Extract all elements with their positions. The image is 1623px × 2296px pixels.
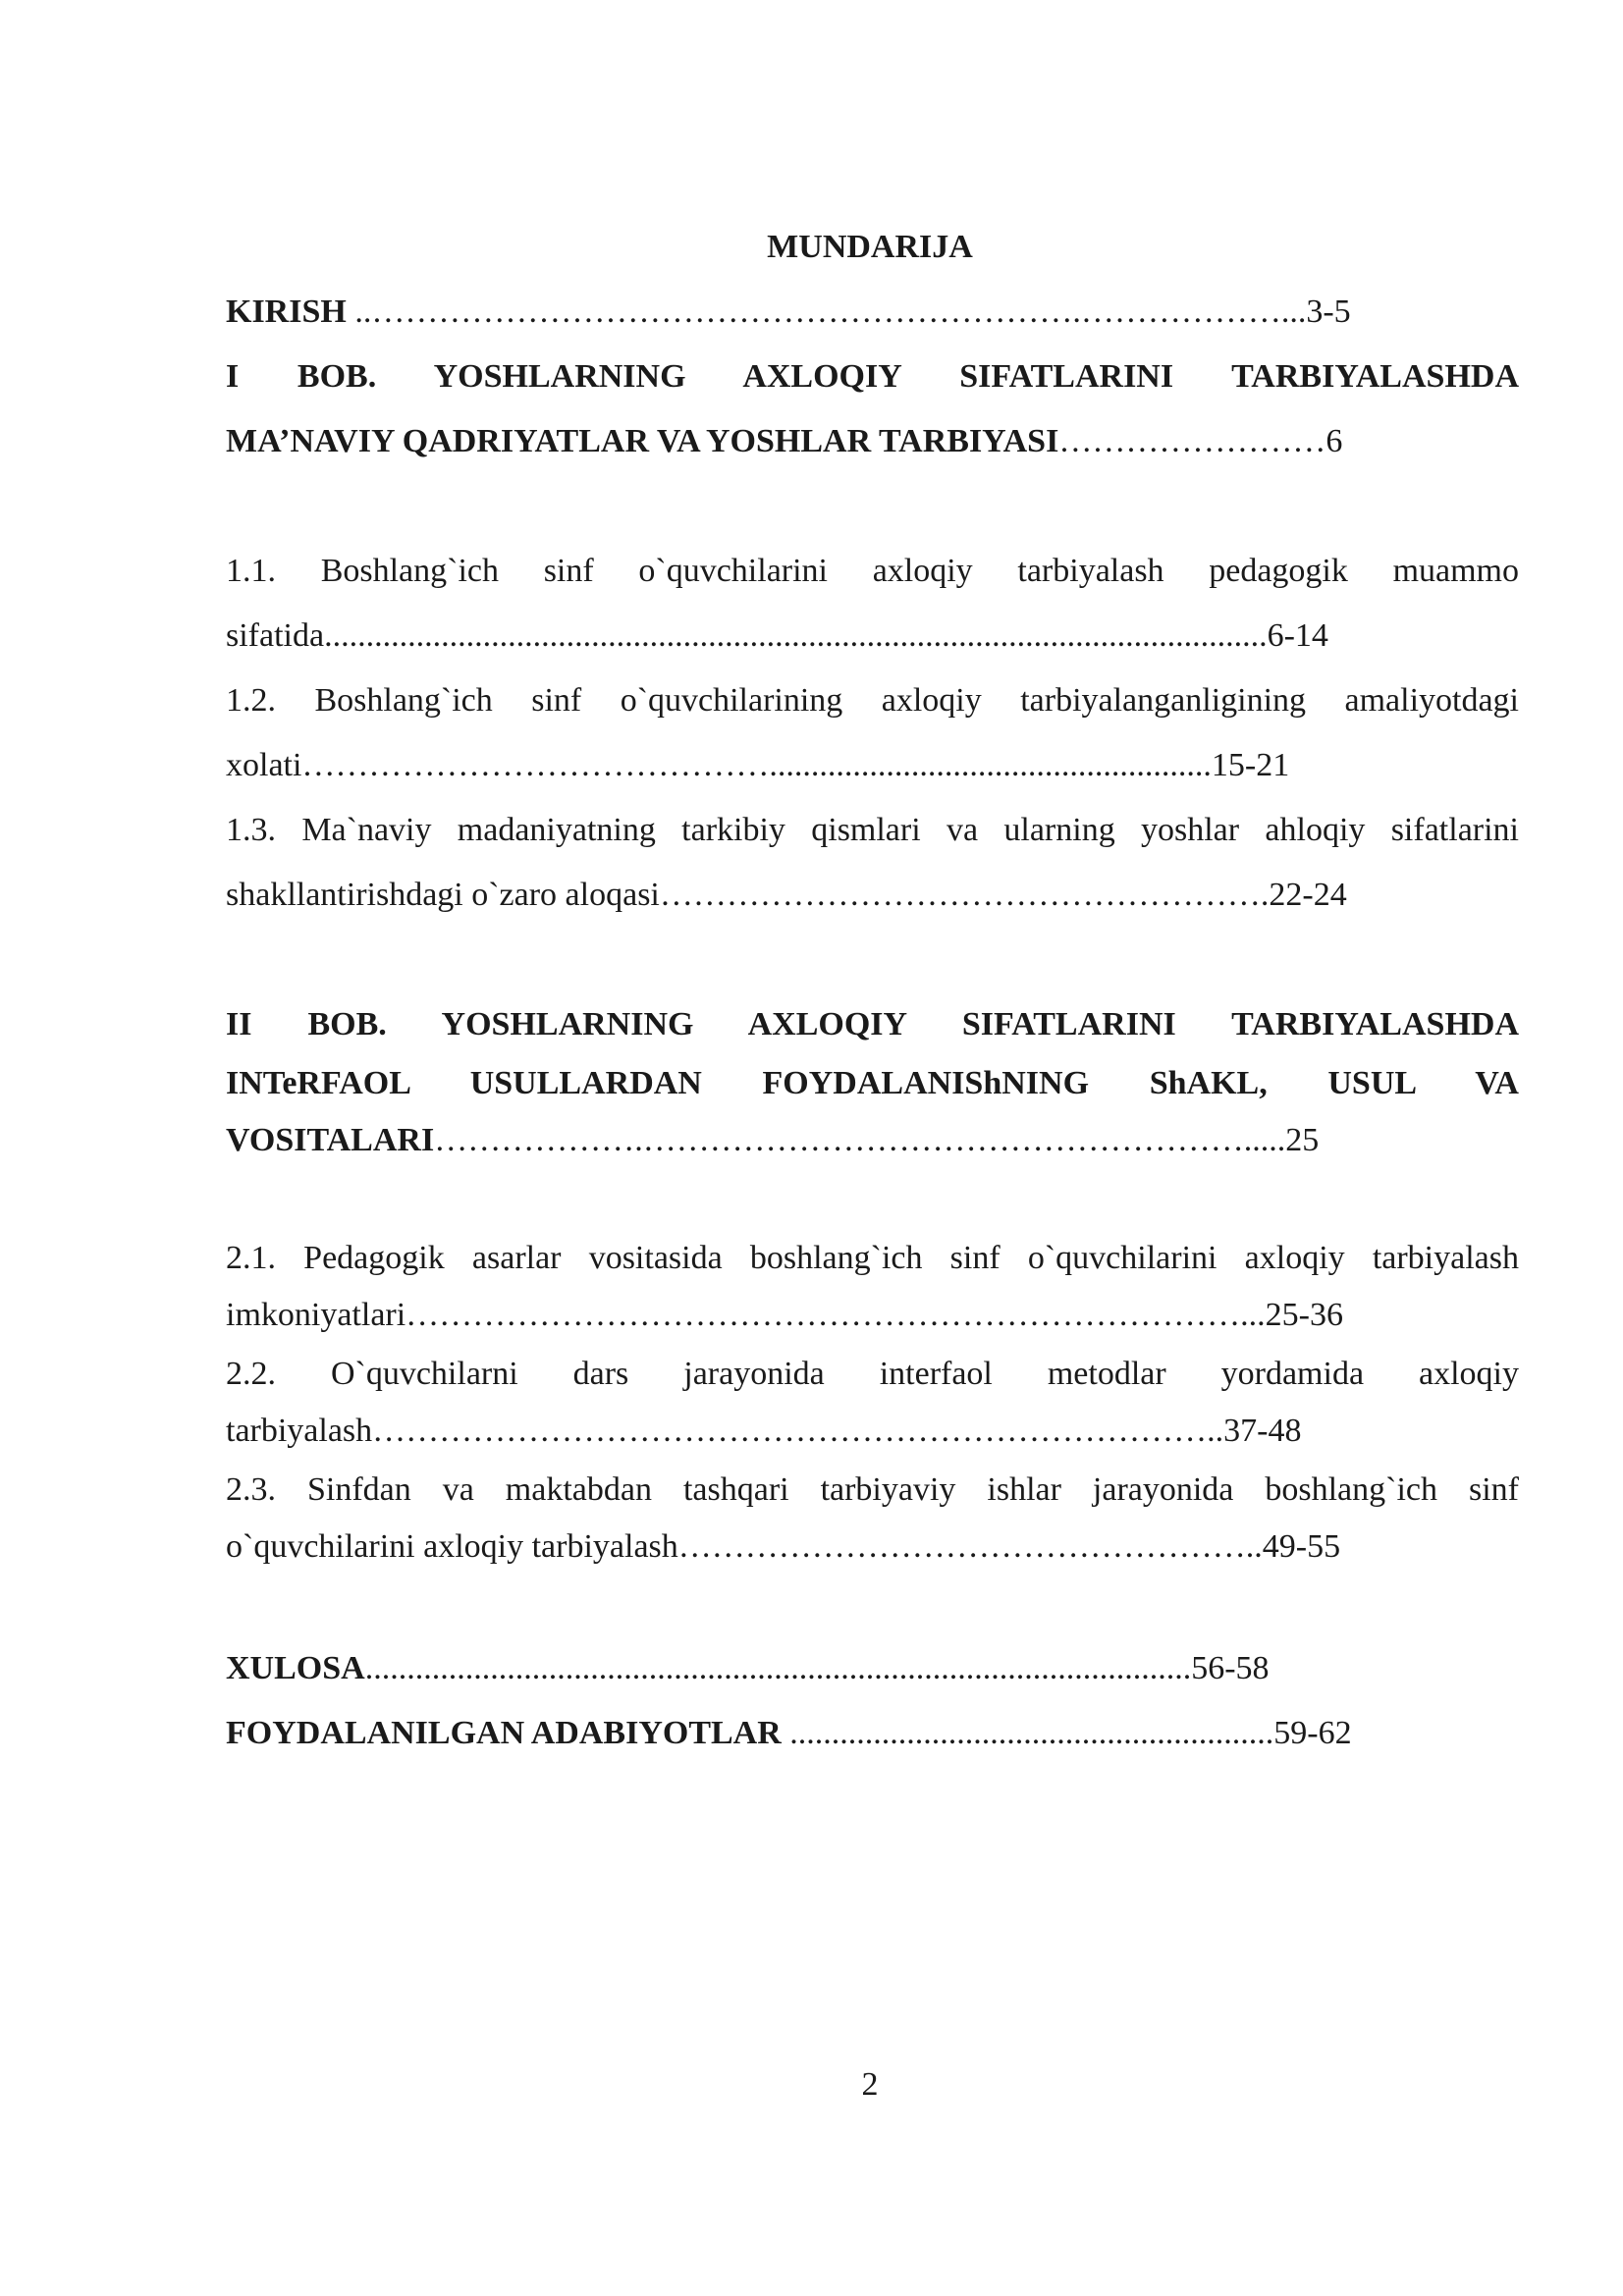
toc-title: MUNDARIJA	[767, 229, 973, 265]
toc-entry-adabiyotlar	[226, 1714, 1519, 1753]
toc-entry-leader: ……………………6	[1058, 423, 1343, 459]
section-1-2-line-2: xolati…………………………………….....................................................15-21	[226, 747, 1290, 783]
chapter-2-heading-text: VOSITALARI	[226, 1122, 435, 1158]
toc-entry-label: KIRISH	[226, 294, 347, 330]
toc-entry-label: XULOSA	[226, 1650, 365, 1686]
section-2-1-line-2: imkoniyatlari…………………………………………………………………...25-36	[226, 1297, 1344, 1333]
section-1-3-line-2: shakllantirishdagi o`zaro aloqasi……………………………………………….22-24	[226, 877, 1347, 913]
section-1-1-line-1: 1.1. Boshlang`ich sinf o`quvchilarini axloqiy tarbiyalash pedagogik muammo	[226, 553, 1519, 589]
toc-entry-xulosa	[226, 1649, 1519, 1688]
section-2-3-line-2: o`quvchilarini axloqiy tarbiyalash……………………………………………..49-55	[226, 1528, 1341, 1565]
chapter-1-heading-text: MA’NAVIY QADRIYATLAR VA YOSHLAR TARBIYASI	[226, 423, 1059, 459]
section-1-2-line-1: 1.2. Boshlang`ich sinf o`quvchilarining axloqiy tarbiyalanganligining amaliyotdagi	[226, 682, 1519, 719]
chapter-2-heading-line-1: II BOB. YOSHLARNING AXLOQIY SIFATLARINI TARBIYALASHDA	[226, 1006, 1519, 1042]
toc-entry-leader: ..……………………………………………………….………………...3-5	[346, 294, 1351, 330]
section-2-2-line-2: tarbiyalash…………………………………………………………………..37-48	[226, 1413, 1302, 1449]
toc-entry-leader: ……………….……………………………………………….....25	[434, 1122, 1320, 1158]
toc-entry-leader: ..........................................................59-62	[781, 1715, 1352, 1751]
chapter-1-heading-line-1: I BOB. YOSHLARNING AXLOQIY SIFATLARINI TARBIYALASHDA	[226, 358, 1519, 395]
section-2-3-line-1: 2.3. Sinfdan va maktabdan tashqari tarbiyaviy ishlar jarayonida boshlang`ich sinf	[226, 1471, 1519, 1508]
chapter-1-heading-line-2	[226, 422, 1519, 461]
toc-entry-kirish	[226, 293, 1519, 332]
toc-entry-label: FOYDALANILGAN ADABIYOTLAR	[226, 1715, 782, 1751]
chapter-2-heading-line-3	[226, 1121, 1519, 1160]
section-1-1-line-2: sifatida.................................................................................................................6-14	[226, 617, 1328, 654]
chapter-2-heading-line-2: INTeRFAOL USULLARDAN FOYDALANIShNING ShAKL, USUL VA	[226, 1065, 1519, 1101]
section-2-2-line-1: 2.2. O`quvchilarni dars jarayonida interfaol metodlar yordamida axloqiy	[226, 1356, 1519, 1392]
toc-entry-leader: ...................................................................................................56-58	[364, 1650, 1270, 1686]
page-number: 2	[861, 2066, 879, 2103]
section-2-1-line-1: 2.1. Pedagogik asarlar vositasida boshlang`ich sinf o`quvchilarini axloqiy tarbiyalash	[226, 1240, 1519, 1276]
section-1-3-line-1: 1.3. Ma`naviy madaniyatning tarkibiy qismlari va ularning yoshlar ahloqiy sifatlarini	[226, 812, 1519, 848]
